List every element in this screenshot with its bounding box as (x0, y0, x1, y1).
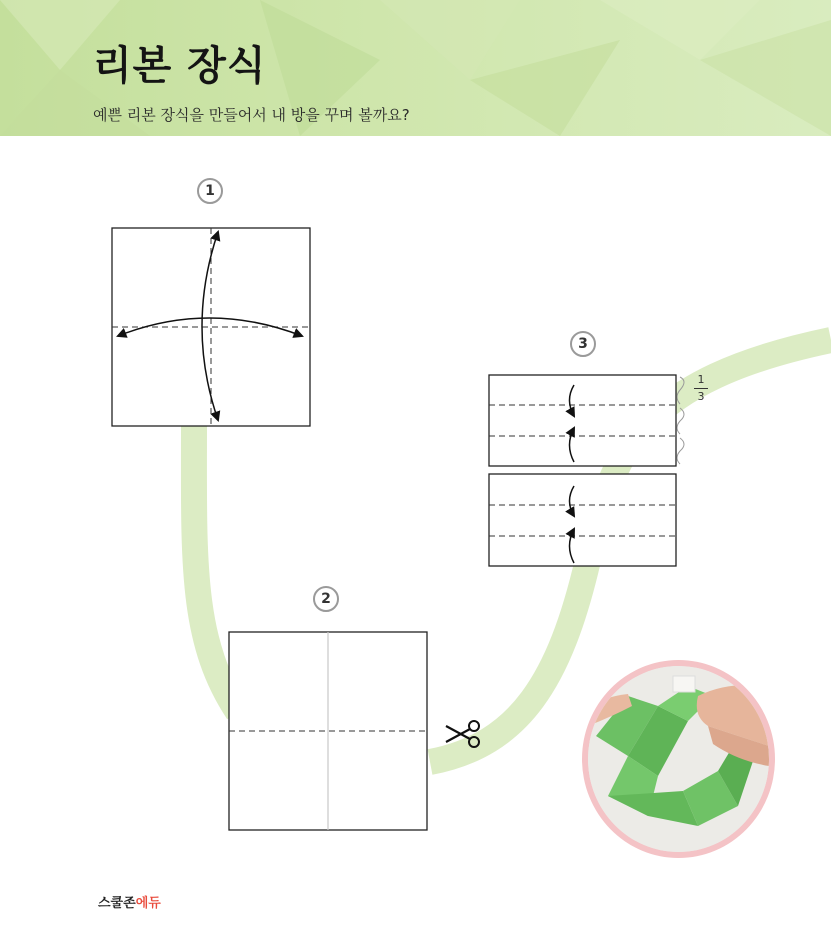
brand-logo (98, 892, 161, 911)
step3-diagram-bottom (489, 474, 676, 566)
fraction-denominator: 3 (697, 390, 705, 403)
step-number-1: 1 (197, 178, 223, 204)
fraction-bar (694, 388, 708, 389)
step2-diagram (229, 632, 427, 830)
fraction-one-third (694, 373, 708, 404)
logo-main-text: 스쿨존 (98, 896, 136, 911)
ribbon-photo-illustration (588, 666, 769, 852)
step-number-2: 2 (313, 586, 339, 612)
step1-diagram (112, 228, 310, 426)
logo-accent-text: 에듀 (135, 896, 161, 911)
step-number-3: 3 (570, 331, 596, 357)
fraction-numerator: 1 (697, 373, 705, 386)
step3-diagram-top (489, 375, 684, 466)
page-subtitle: 예쁜 리본 장식을 만들어서 내 방을 꾸며 볼까요? (93, 106, 410, 124)
page-title: 리본 장식 (93, 43, 267, 89)
ribbon-photo (582, 660, 775, 858)
